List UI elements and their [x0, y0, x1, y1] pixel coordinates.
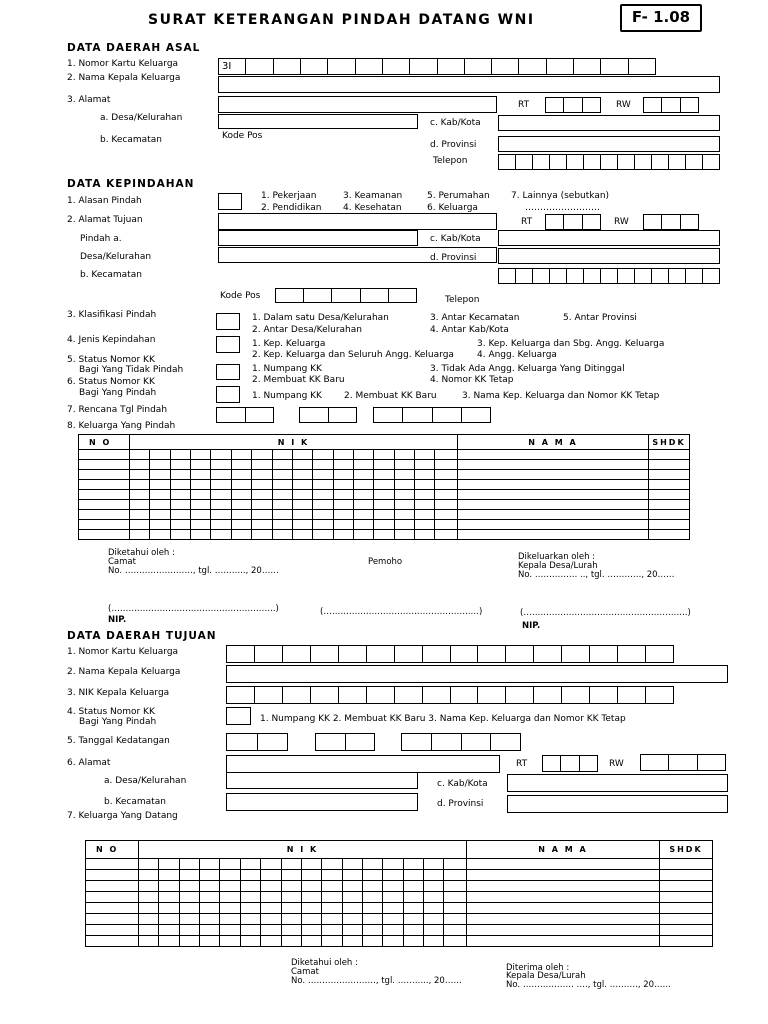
- label-telepon-asal: Telepon: [433, 156, 468, 166]
- sign-tujuan-right-1: Diterima oleh :: [506, 963, 570, 973]
- label-kecamatan-tujuan: b. Kecamatan: [80, 270, 142, 280]
- field-alamat-asal[interactable]: [218, 96, 497, 113]
- status-tujuan-opts: 1. Numpang KK 2. Membuat KK Baru 3. Nama Kep. Keluarga dan Nomor KK Tetap: [260, 714, 626, 724]
- label-rt-tujuan: RT: [521, 217, 533, 227]
- form-title: SURAT KETERANGAN PINDAH DATANG WNI: [148, 12, 535, 28]
- label-rw-asal: RW: [616, 100, 631, 110]
- label-rt-tujuan2: RT: [516, 759, 528, 769]
- label-pindah-a: Pindah a.: [80, 234, 122, 244]
- label-alamat-tujuan2: 6. Alamat: [67, 758, 111, 768]
- table-row[interactable]: [86, 859, 713, 870]
- field-telepon-asal[interactable]: [498, 154, 720, 170]
- field-kepala-keluarga-asal[interactable]: [218, 76, 720, 93]
- section-heading-tujuan: DATA DAERAH TUJUAN: [67, 630, 217, 642]
- form-code: F- 1.08: [620, 4, 702, 32]
- table-row[interactable]: [79, 470, 690, 480]
- sign-tujuan-left-1: Diketahui oleh :: [291, 958, 358, 968]
- field-rw-asal[interactable]: [643, 97, 699, 113]
- field-kepala-keluarga-tujuan[interactable]: [226, 665, 728, 683]
- label-nomor-kk-asal: 1. Nomor Kartu Keluarga: [67, 59, 179, 69]
- field-bln-kedatangan[interactable]: [315, 733, 375, 751]
- table-row[interactable]: [79, 500, 690, 510]
- field-rt-tujuan2[interactable]: [542, 755, 598, 772]
- table-row[interactable]: [86, 892, 713, 903]
- col-no-datang: N O: [86, 841, 139, 859]
- field-rencana-bln[interactable]: [299, 407, 357, 423]
- field-rt-asal[interactable]: [545, 97, 601, 113]
- field-status-pindah[interactable]: [216, 386, 240, 403]
- label-kecamatan-tujuan2: b. Kecamatan: [104, 797, 166, 807]
- table-row[interactable]: [79, 490, 690, 500]
- field-provinsi-tujuan[interactable]: [498, 248, 720, 264]
- table-row[interactable]: [79, 450, 690, 460]
- label-kab-asal: c. Kab/Kota: [430, 118, 481, 128]
- col-nama-datang: N A M A: [467, 841, 660, 859]
- label-rw-tujuan: RW: [614, 217, 629, 227]
- label-status-tujuan-2: Bagi Yang Pindah: [79, 717, 157, 727]
- table-row[interactable]: [79, 460, 690, 470]
- label-kepala-keluarga-tujuan: 2. Nama Kepala Keluarga: [67, 667, 181, 677]
- sign-left-nip: NIP.: [108, 615, 127, 625]
- label-klasifikasi: 3. Klasifikasi Pindah: [67, 310, 157, 320]
- label-provinsi-asal: d. Provinsi: [430, 140, 477, 150]
- status-tidak-opt-4: 4. Nomor KK Tetap: [430, 375, 514, 385]
- klasifikasi-opt-3: 3. Antar Kecamatan: [430, 313, 520, 323]
- col-nik: N I K: [130, 435, 458, 450]
- klasifikasi-opt-2: 2. Antar Desa/Kelurahan: [252, 325, 362, 335]
- field-kab-asal[interactable]: [498, 115, 720, 131]
- table-row[interactable]: [86, 925, 713, 936]
- field-thn-kedatangan[interactable]: [401, 733, 521, 751]
- label-keluarga-pindah: 8. Keluarga Yang Pindah: [67, 421, 176, 431]
- field-rw-tujuan[interactable]: [643, 214, 699, 230]
- field-nik-kepala-tujuan[interactable]: [226, 686, 674, 704]
- table-row[interactable]: [79, 480, 690, 490]
- sign-left-line-1: Diketahui oleh :: [108, 548, 175, 558]
- alasan-opt-4: 4. Kesehatan: [343, 203, 402, 213]
- field-kecamatan-tujuan2[interactable]: [226, 793, 418, 811]
- status-pindah-opt-1: 1. Numpang KK: [252, 391, 322, 401]
- alasan-opt-3: 3. Keamanan: [343, 191, 403, 201]
- label-kodepos-asal: Kode Pos: [222, 131, 263, 141]
- sign-right-line-2: Kepala Desa/Lurah: [518, 561, 598, 571]
- klasifikasi-opt-4: 4. Antar Kab/Kota: [430, 325, 509, 335]
- label-provinsi-tujuan2: d. Provinsi: [437, 799, 484, 809]
- section-heading-asal: DATA DAERAH ASAL: [67, 42, 201, 54]
- field-tgl-kedatangan[interactable]: [226, 733, 288, 751]
- col-nik-datang: N I K: [139, 841, 467, 859]
- kk-prefix: 3I: [222, 61, 232, 72]
- sign-mid-title: Pemoho: [368, 557, 403, 567]
- label-alamat-tujuan: 2. Alamat Tujuan: [67, 215, 143, 225]
- alasan-lainnya-dots: …………………….: [525, 203, 600, 213]
- field-rencana-tgl[interactable]: [216, 407, 274, 423]
- sign-right-line-3: No. …………… .., tgl. …………, 20……: [518, 570, 675, 580]
- table-row[interactable]: [79, 520, 690, 530]
- table-keluarga-datang: [85, 840, 713, 947]
- alasan-opt-7: 7. Lainnya (sebutkan): [511, 191, 610, 201]
- field-telepon-tujuan[interactable]: [498, 268, 720, 284]
- field-desa-tujuan2[interactable]: [226, 772, 418, 789]
- sign-mid-name: (…………………………………………….…): [320, 607, 483, 617]
- sign-tujuan-left-2: Camat: [291, 967, 319, 977]
- label-rt-asal: RT: [518, 100, 530, 110]
- field-status-tujuan[interactable]: [226, 707, 251, 725]
- field-jenis-kepindahan[interactable]: [216, 336, 240, 353]
- table-row[interactable]: [86, 881, 713, 892]
- label-keluarga-datang: 7. Keluarga Yang Datang: [67, 811, 178, 821]
- field-rt-tujuan[interactable]: [545, 214, 601, 230]
- field-alamat-tujuan2[interactable]: [226, 755, 500, 773]
- label-jenis-kepindahan: 4. Jenis Kepindahan: [67, 335, 156, 345]
- status-tidak-opt-1: 1. Numpang KK: [252, 364, 322, 374]
- field-nomor-kk-tujuan[interactable]: [226, 645, 674, 663]
- label-status-tidak-1: 5. Status Nomor KK: [67, 355, 155, 365]
- label-nomor-kk-tujuan: 1. Nomor Kartu Keluarga: [67, 647, 179, 657]
- sign-left-line-2: Camat: [108, 557, 136, 567]
- jenis-opt-1: 1. Kep. Keluarga: [252, 339, 326, 349]
- status-pindah-opt-3: 3. Nama Kep. Keluarga dan Nomor KK Tetap: [462, 391, 660, 401]
- label-status-pindah-1: 6. Status Nomor KK: [67, 377, 155, 387]
- table-row[interactable]: [86, 914, 713, 925]
- field-desa-asal[interactable]: [218, 114, 418, 129]
- section-heading-kepindahan: DATA KEPINDAHAN: [67, 178, 195, 190]
- label-desa-asal: a. Desa/Kelurahan: [100, 113, 183, 123]
- col-shdk-datang: SHDK: [660, 841, 713, 859]
- label-kab-tujuan: c. Kab/Kota: [430, 234, 481, 244]
- label-alasan-pindah: 1. Alasan Pindah: [67, 196, 142, 206]
- status-tidak-opt-2: 2. Membuat KK Baru: [252, 375, 345, 385]
- field-alamat-tujuan[interactable]: [218, 213, 497, 230]
- label-nik-kepala-tujuan: 3. NIK Kepala Keluarga: [67, 688, 170, 698]
- label-status-pindah-2: Bagi Yang Pindah: [79, 388, 157, 398]
- jenis-opt-2: 2. Kep. Keluarga dan Seluruh Angg. Keluarga: [252, 350, 454, 360]
- label-kepala-keluarga-asal: 2. Nama Kepala Keluarga: [67, 73, 181, 83]
- sign-right-line-1: Dikeluarkan oleh :: [518, 552, 596, 562]
- table-keluarga-pindah: [78, 434, 690, 540]
- sign-tujuan-right-3: No. ……………… …., tgl. ………., 20……: [506, 980, 672, 990]
- table-row[interactable]: [86, 936, 713, 947]
- field-rencana-thn[interactable]: [373, 407, 491, 423]
- label-alamat-asal: 3. Alamat: [67, 95, 111, 105]
- status-pindah-opt-2: 2. Membuat KK Baru: [344, 391, 437, 401]
- klasifikasi-opt-1: 1. Dalam satu Desa/Kelurahan: [252, 313, 389, 323]
- field-rw-tujuan2[interactable]: [640, 754, 726, 771]
- alasan-opt-2: 2. Pendidikan: [261, 203, 322, 213]
- klasifikasi-opt-5: 5. Antar Provinsi: [563, 313, 637, 323]
- field-pindah-desa[interactable]: [218, 230, 418, 246]
- label-rencana-tgl: 7. Rencana Tgl Pindah: [67, 405, 168, 415]
- alasan-opt-1: 1. Pekerjaan: [261, 191, 317, 201]
- label-tanggal-kedatangan: 5. Tanggal Kedatangan: [67, 736, 170, 746]
- label-kodepos-tujuan: Kode Pos: [220, 291, 261, 301]
- field-provinsi-asal[interactable]: [498, 136, 720, 152]
- field-kodepos-tujuan[interactable]: [275, 288, 417, 303]
- col-nama: N A M A: [458, 435, 649, 450]
- sign-left-line-3: No. ……………………, tgl. ……….., 20……: [108, 566, 279, 576]
- label-rw-tujuan2: RW: [609, 759, 624, 769]
- status-tidak-opt-3: 3. Tidak Ada Angg. Keluarga Yang Ditinggal: [430, 364, 625, 374]
- label-kecamatan-asal: b. Kecamatan: [100, 135, 162, 145]
- alasan-opt-5: 5. Perumahan: [427, 191, 490, 201]
- field-alasan-pindah[interactable]: [218, 193, 242, 210]
- sign-right-nip: NIP.: [522, 621, 541, 631]
- jenis-opt-4: 4. Angg. Keluarga: [477, 350, 557, 360]
- field-klasifikasi[interactable]: [216, 313, 240, 330]
- sign-tujuan-left-3: No. ……………………, tgl. ……….., 20……: [291, 976, 462, 986]
- label-desa-tujuan: Desa/Kelurahan: [80, 252, 152, 262]
- sign-right-name: (………………………………………………….): [520, 608, 691, 618]
- sign-left-name: (………………………………………………….): [108, 604, 279, 614]
- label-kab-tujuan2: c. Kab/Kota: [437, 779, 488, 789]
- label-status-tidak-2: Bagi Yang Tidak Pindah: [79, 365, 184, 375]
- label-provinsi-tujuan: d. Provinsi: [430, 253, 477, 263]
- table-row[interactable]: [86, 870, 713, 881]
- field-kab-tujuan2[interactable]: [507, 774, 728, 792]
- table-row[interactable]: [79, 530, 690, 540]
- jenis-opt-3: 3. Kep. Keluarga dan Sbg. Angg. Keluarga: [477, 339, 665, 349]
- field-kab-tujuan[interactable]: [498, 230, 720, 246]
- field-nomor-kk-asal[interactable]: [218, 58, 656, 75]
- col-no: N O: [79, 435, 130, 450]
- table-row[interactable]: [86, 903, 713, 914]
- table-row[interactable]: [79, 510, 690, 520]
- sign-tujuan-right-2: Kepala Desa/Lurah: [506, 971, 586, 981]
- alasan-opt-6: 6. Keluarga: [427, 203, 478, 213]
- label-telepon-tujuan: Telepon: [445, 295, 480, 305]
- label-status-tujuan-1: 4. Status Nomor KK: [67, 707, 155, 717]
- col-shdk: SHDK: [649, 435, 690, 450]
- field-provinsi-tujuan2[interactable]: [507, 795, 728, 813]
- field-status-tidak-pindah[interactable]: [216, 364, 240, 380]
- label-desa-tujuan2: a. Desa/Kelurahan: [104, 776, 187, 786]
